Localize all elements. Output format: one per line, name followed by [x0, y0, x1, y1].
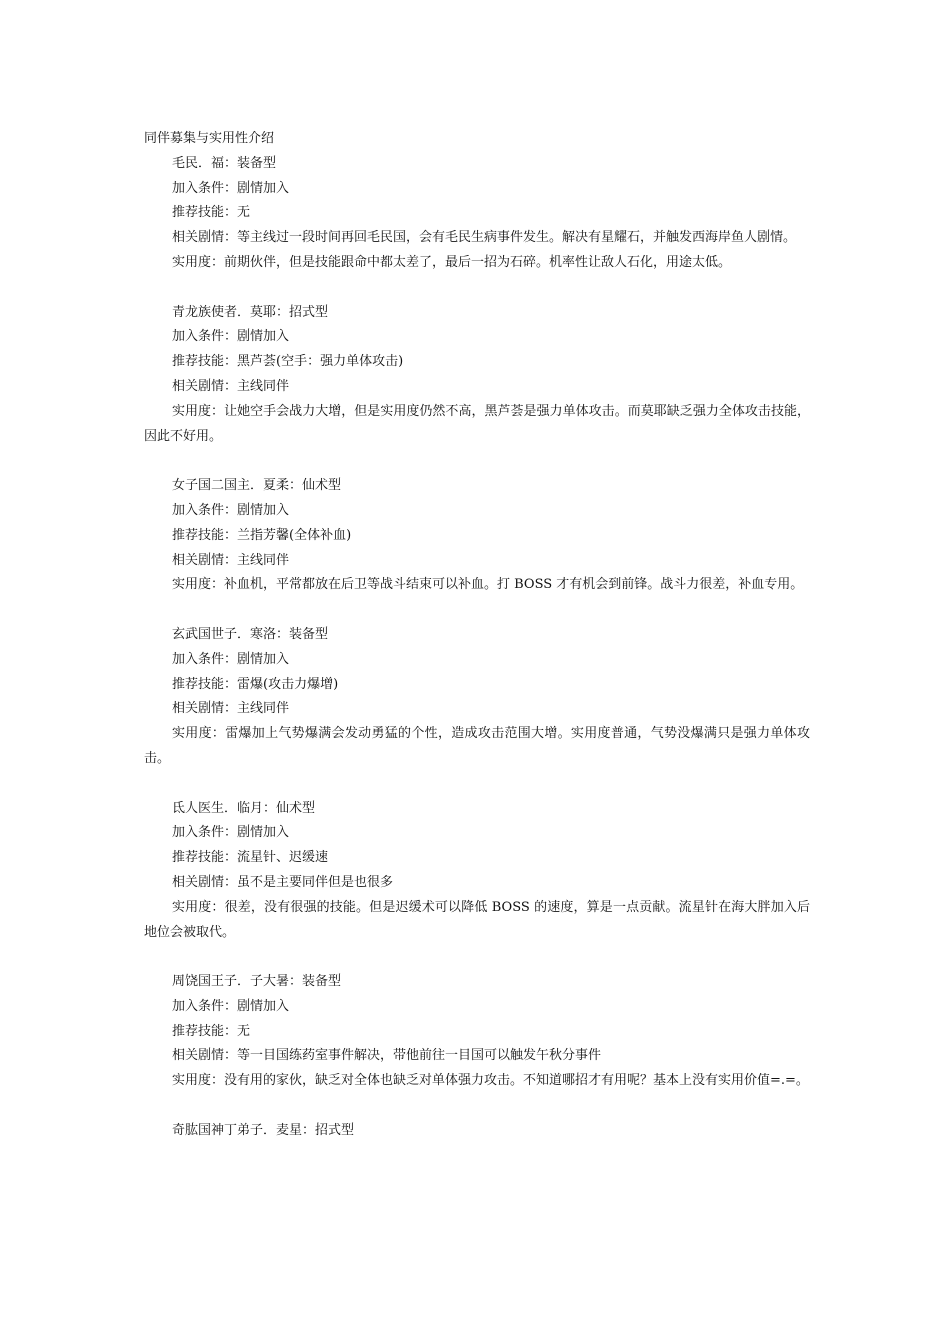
- companion-entry: [144, 301, 810, 450]
- document-title: 同伴募集与实用性介绍: [144, 131, 275, 146]
- companion-detail-line: 实用度：没有用的家伙，缺乏对全体也缺乏对单体强力攻击。不知道哪招才有用呢？基本上没有实用价值=.=。: [172, 1073, 809, 1089]
- companion-header: 奇肱国神丁弟子．麦星：招式型: [172, 1122, 355, 1138]
- companion-detail-line: 相关剧情：等一目国练药室事件解决，带他前往一目国可以触发午秋分事件: [172, 1048, 602, 1064]
- companion-entry: [144, 1119, 810, 1144]
- companion-entry: [144, 623, 810, 772]
- companion-header: 周饶国王子．子大暑：装备型: [172, 974, 342, 990]
- companion-entry: [144, 797, 810, 946]
- companion-header: 青龙族使者．莫耶：招式型: [172, 304, 329, 320]
- companion-detail-line: 实用度：前期伙伴，但是技能跟命中都太差了，最后一招为石碎。机率性让敌人石化，用途太低。: [172, 254, 732, 270]
- document-page: [144, 127, 810, 1144]
- companion-entry: [144, 474, 810, 598]
- companion-detail-line: 相关剧情：等主线过一段时间再回毛民国，会有毛民生病事件发生。解决有星耀石，并触发西海岸鱼人剧情。: [172, 230, 797, 246]
- companion-header: 毛民．福：装备型: [172, 155, 277, 171]
- companion-entry: [144, 152, 810, 276]
- companion-detail-line: 相关剧情：虽不是主要同伴但是也很多: [172, 874, 394, 890]
- companion-detail-line: 相关剧情：主线同伴: [172, 552, 290, 568]
- companion-detail-line: 推荐技能：无: [172, 205, 251, 221]
- companion-detail-line: 相关剧情：主线同伴: [172, 701, 290, 717]
- companion-entry: [144, 970, 810, 1094]
- companion-detail-line: 加入条件：剧情加入: [172, 180, 290, 196]
- companion-detail-line: 实用度：雷爆加上气势爆满会发动勇猛的个性，造成攻击范围大增。实用度普通，气势没爆满只是强力单体攻击。: [144, 726, 810, 766]
- companion-detail-line: 推荐技能：黑芦荟(空手：强力单体攻击): [172, 354, 404, 370]
- companion-detail-line: 相关剧情：主线同伴: [172, 378, 290, 394]
- companion-detail-line: 加入条件：剧情加入: [172, 651, 290, 667]
- companion-detail-line: 加入条件：剧情加入: [172, 998, 290, 1014]
- companion-detail-line: 推荐技能：兰指芳馨(全体补血): [172, 527, 352, 543]
- companion-header: 女子国二国主．夏柔：仙术型: [172, 478, 342, 494]
- companion-detail-line: 加入条件：剧情加入: [172, 825, 290, 841]
- companion-list: [144, 152, 810, 1144]
- companion-detail-line: 推荐技能：无: [172, 1023, 251, 1039]
- companion-header: 氐人医生．临月：仙术型: [172, 800, 316, 816]
- companion-detail-line: 推荐技能：雷爆(攻击力爆增): [172, 676, 339, 692]
- companion-detail-line: 加入条件：剧情加入: [172, 502, 290, 518]
- companion-detail-line: 推荐技能：流星针、迟缓速: [172, 850, 329, 866]
- companion-detail-line: 实用度：补血机，平常都放在后卫等战斗结束可以补血。打 BOSS 才有机会到前锋。战斗力很差，补血专用。: [172, 577, 804, 593]
- companion-header: 玄武国世子．寒洛：装备型: [172, 626, 329, 642]
- companion-detail-line: 实用度：很差，没有很强的技能。但是迟缓术可以降低 BOSS 的速度，算是一点贡献。流星针在海大胖加入后地位会被取代。: [144, 899, 810, 940]
- companion-detail-line: 实用度：让她空手会战力大增，但是实用度仍然不高，黑芦荟是强力单体攻击。而莫耶缺乏强力全体攻击技能，因此不好用。: [144, 403, 810, 444]
- companion-detail-line: 加入条件：剧情加入: [172, 329, 290, 345]
